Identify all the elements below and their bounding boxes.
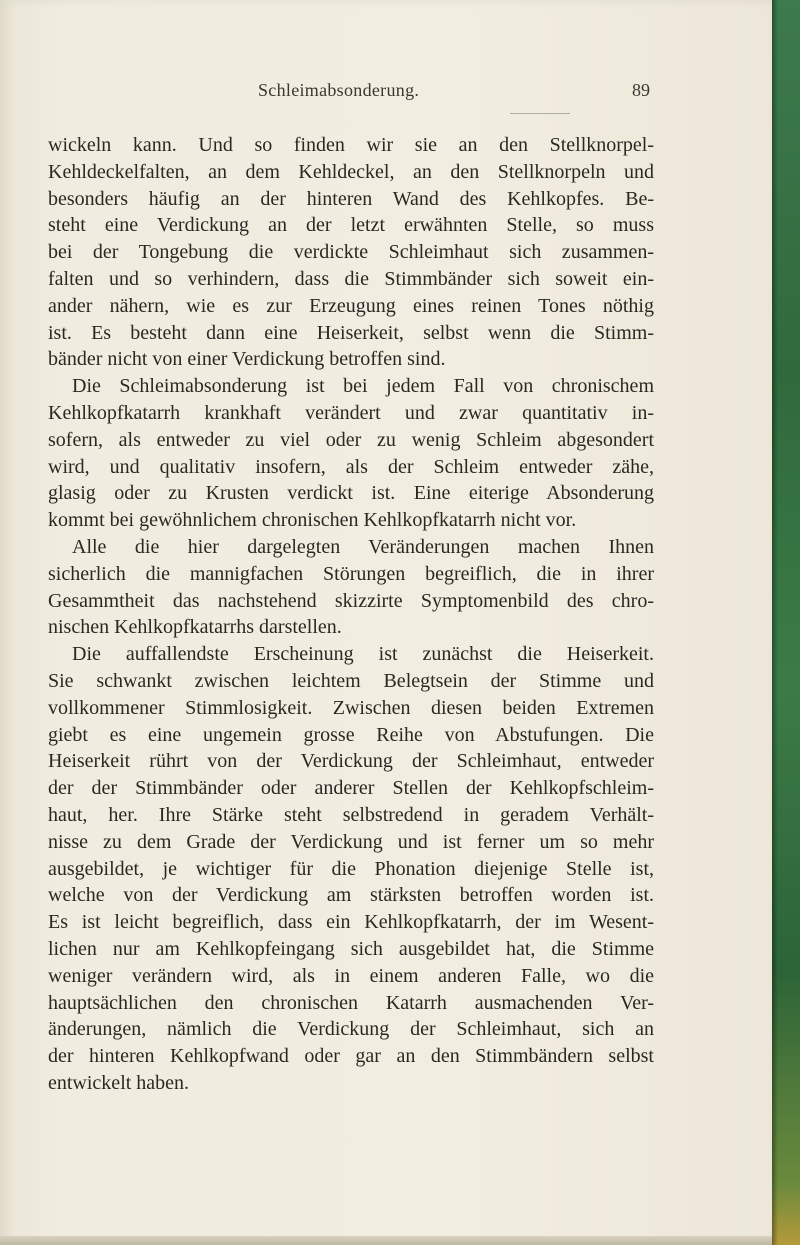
book-cover-edge — [772, 0, 800, 1245]
paragraph-2 — [48, 373, 654, 534]
text-line: glasig oder zu Krusten verdickt ist. Eine eiterige Absonderung — [48, 482, 654, 505]
text-line: nischen Kehlkopfkatarrhs darstellen. — [48, 616, 342, 639]
text-line: Heiserkeit rührt von der Verdickung der Schleimhaut, entweder — [48, 750, 654, 773]
text-line: Die auffallendste Erscheinung ist zunächst die Heiserkeit. — [72, 643, 654, 666]
page-bottom-edge — [0, 1236, 772, 1245]
text-line: giebt es eine ungemein grosse Reihe von Abstufungen. Die — [48, 723, 654, 746]
header-rule — [510, 113, 570, 114]
text-line: nisse zu dem Grade der Verdickung und ist ferner um so mehr — [48, 830, 654, 853]
text-line: änderungen, nämlich die Verdickung der Schleimhaut, sich an — [48, 1018, 654, 1041]
running-title: Schleimabsonderung. — [258, 80, 420, 100]
text-line: ausgebildet, je wichtiger für die Phonation diejenige Stelle ist, — [48, 857, 654, 880]
text-line: sicherlich die mannigfachen Störungen begreiflich, die in ihrer — [48, 562, 654, 585]
text-line: Gesammtheit das nachstehend skizzirte Symptomenbild des chro- — [48, 589, 654, 612]
text-line: lichen nur am Kehlkopfeingang sich ausgebildet hat, die Stimme — [48, 937, 654, 960]
text-line: Die Schleimabsonderung ist bei jedem Fall von chronischem — [72, 375, 654, 398]
text-line: vollkommener Stimmlosigkeit. Zwischen diesen beiden Extremen — [48, 696, 654, 719]
text-line: wickeln kann. Und so finden wir sie an den Stellknorpel- — [48, 134, 654, 156]
body-text — [48, 132, 654, 1097]
text-line: haut, her. Ihre Stärke steht selbstredend in geradem Verhält- — [48, 803, 654, 826]
text-line: wird, und qualitativ insofern, als der Schleim entweder zähe, — [48, 455, 654, 478]
paragraph-1 — [48, 132, 654, 373]
text-line: besonders häufig an der hinteren Wand des Kehlkopfes. Be- — [48, 187, 654, 210]
text-line: der hinteren Kehlkopfwand oder gar an den Stimmbändern selbst — [48, 1045, 654, 1068]
paragraph-3 — [48, 534, 654, 641]
text-line: ist. Es besteht dann eine Heiserkeit, selbst wenn die Stimm- — [48, 321, 654, 344]
text-line: Sie schwankt zwischen leichtem Belegtsein der Stimme und — [48, 669, 654, 692]
text-line: bänder nicht von einer Verdickung betroffen sind. — [48, 348, 446, 371]
text-line: kommt bei gewöhnlichem chronischen Kehlkopfkatarrh nicht vor. — [48, 509, 577, 532]
text-line: der der Stimmbänder oder anderer Stellen der Kehlkopfschleim- — [48, 777, 654, 800]
text-line: hauptsächlichen den chronischen Katarrh ausmachenden Ver- — [48, 991, 654, 1014]
text-line: falten und so verhindern, dass die Stimmbänder sich soweit ein- — [48, 267, 654, 290]
page-header — [250, 80, 650, 104]
text-line: Alle die hier dargelegten Veränderungen machen Ihnen — [72, 535, 654, 558]
text-line: sofern, als entweder zu viel oder zu wenig Schleim abgesondert — [48, 428, 654, 451]
text-line: steht eine Verdickung an der letzt erwähnten Stelle, so muss — [48, 214, 654, 237]
text-line: bei der Tongebung die verdickte Schleimhaut sich zusammen- — [48, 241, 654, 264]
text-line: Kehldeckelfalten, an dem Kehldeckel, an den Stellknorpeln und — [48, 160, 654, 183]
text-line: Kehlkopfkatarrh krankhaft verändert und zwar quantitativ in- — [48, 401, 654, 424]
text-line: weniger verändern wird, als in einem anderen Falle, wo die — [48, 964, 654, 987]
text-line: ander nähern, wie es zur Erzeugung eines reinen Tones nöthig — [48, 294, 654, 317]
text-line: entwickelt haben. — [48, 1071, 190, 1094]
text-line: welche von der Verdickung am stärksten betroffen worden ist. — [48, 884, 654, 907]
text-line: Es ist leicht begreiflich, dass ein Kehlkopfkatarrh, der im Wesent- — [48, 911, 654, 934]
paragraph-4 — [48, 641, 654, 1097]
page-number: 89 — [632, 80, 650, 100]
